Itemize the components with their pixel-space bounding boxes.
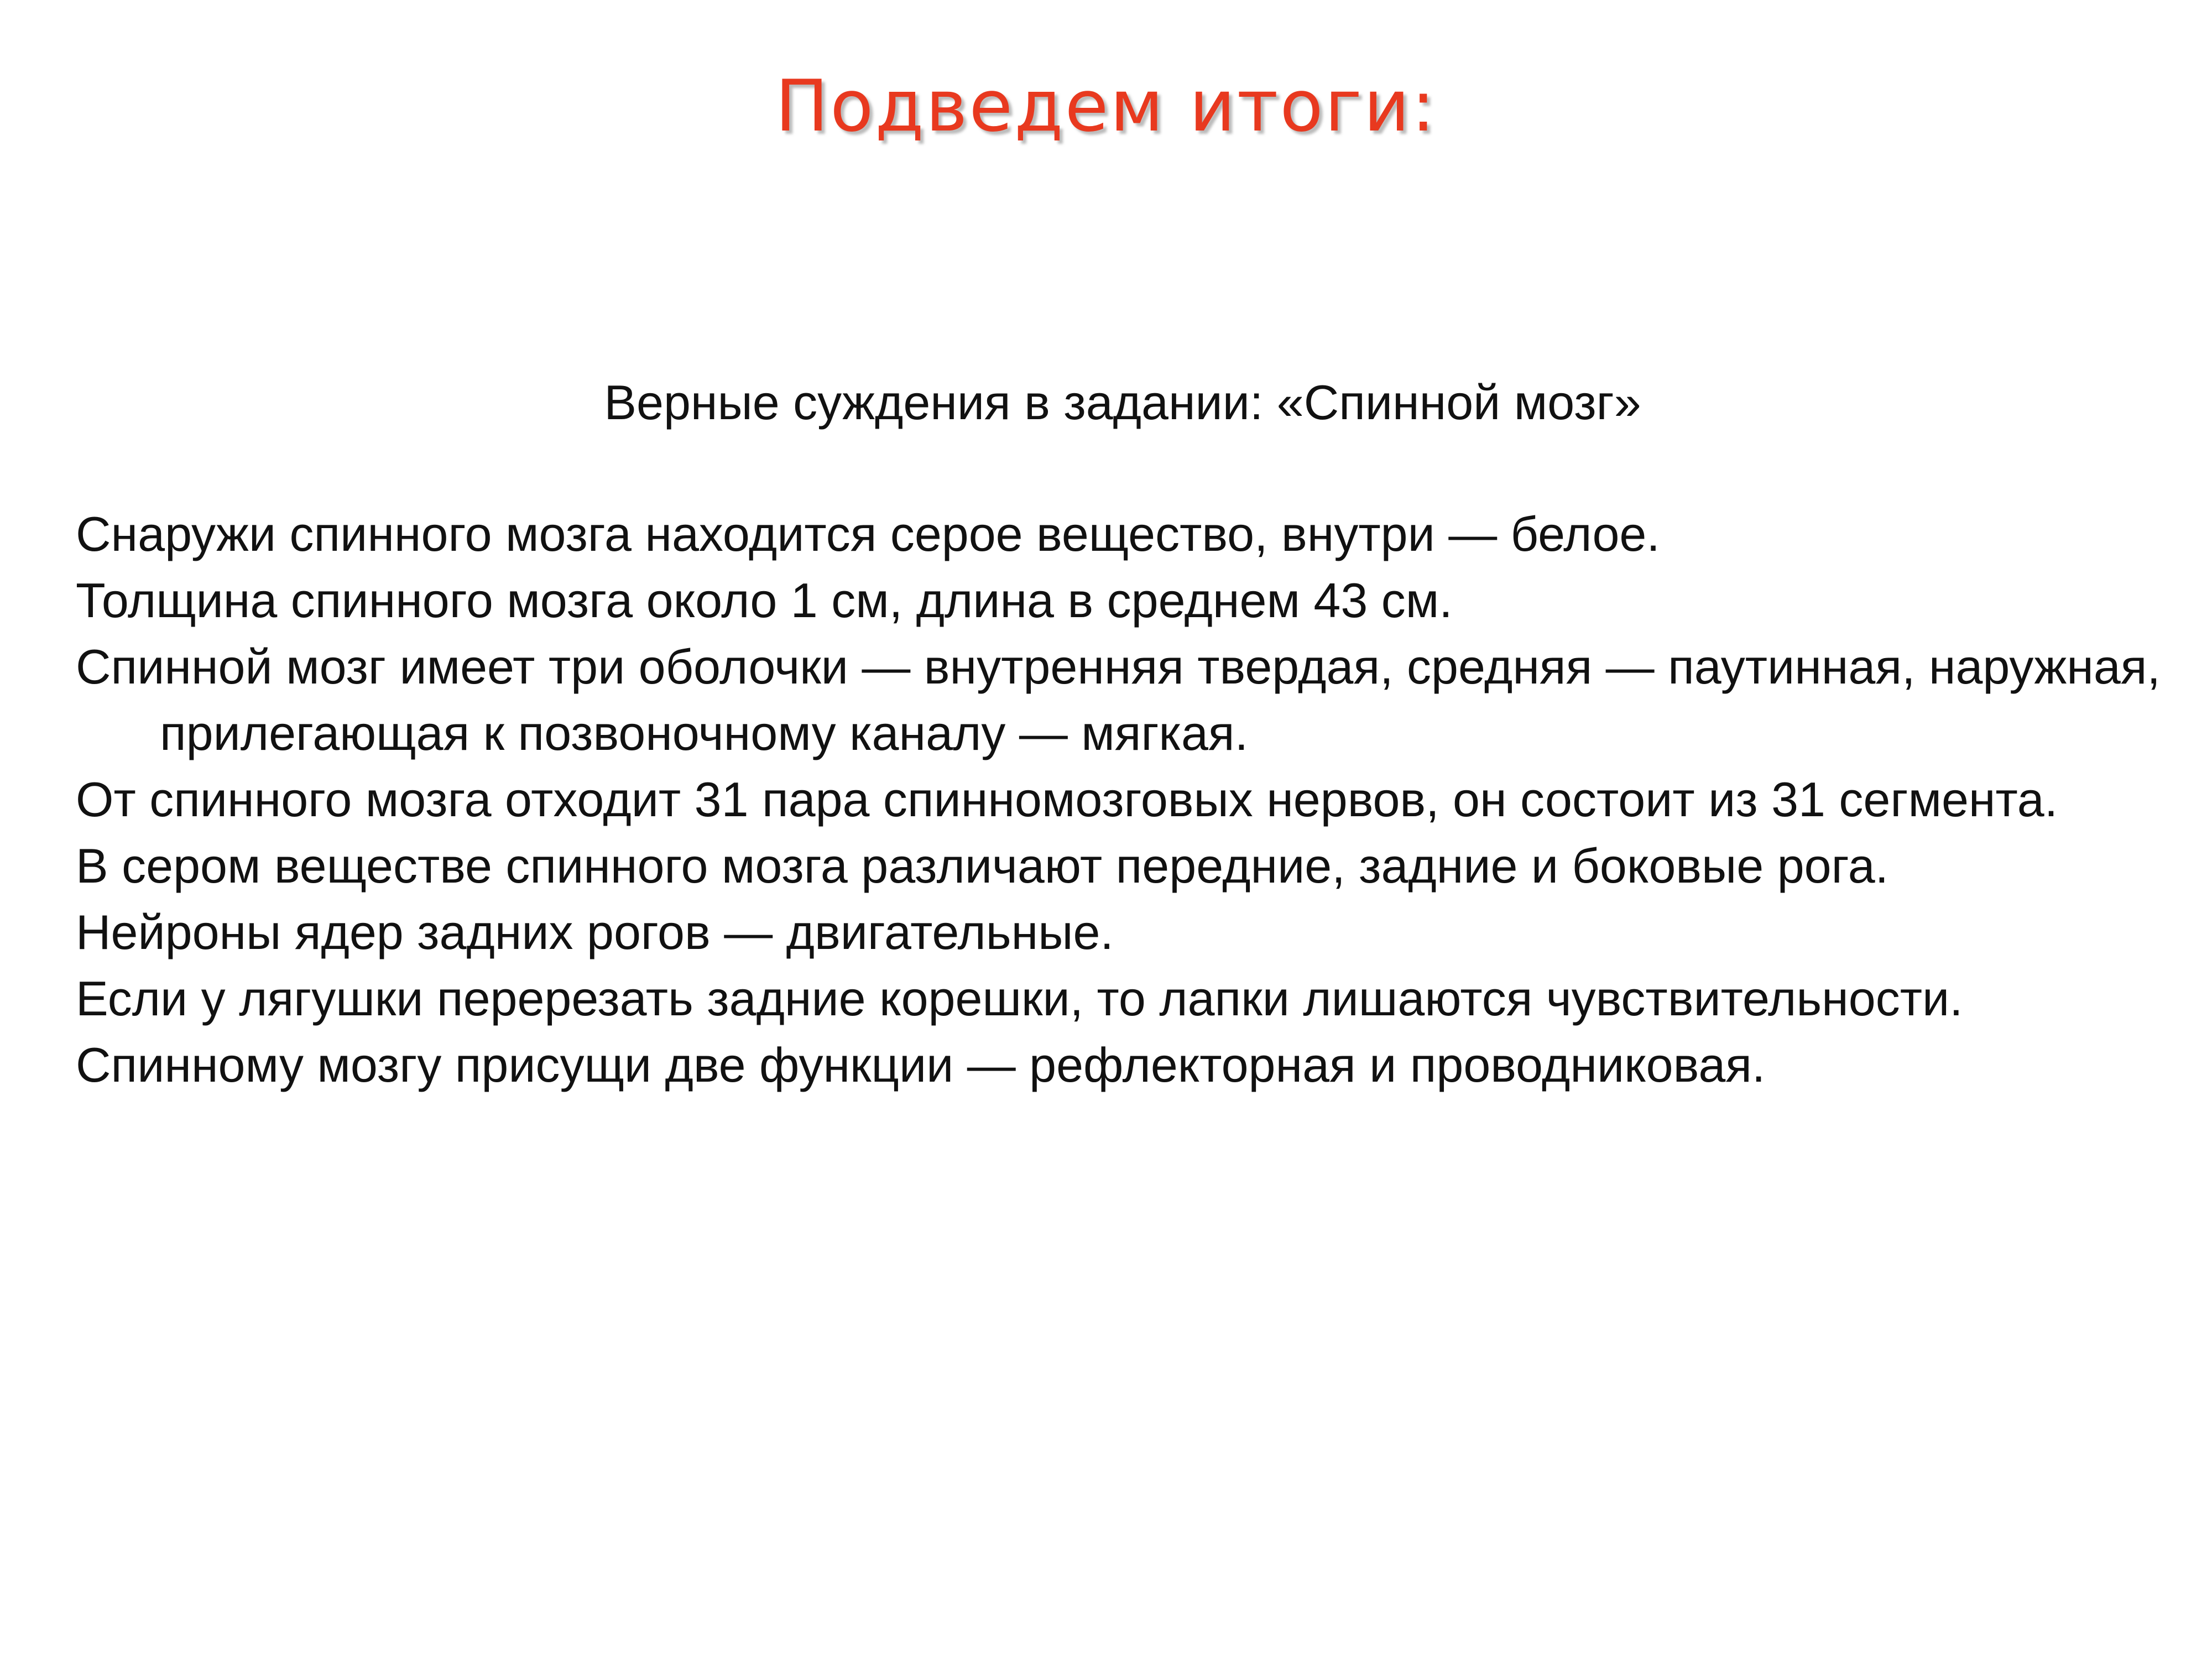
statement-item: В сером веществе спинного мозга различают передние, задние и боковые рога. [76,838,1889,893]
statement-item: Нейроны ядер задних рогов — двигательные. [76,905,1114,959]
statement-item: От спинного мозга отходит 31 пара спинномозговых нервов, он состоит из 31 сегмента. [76,772,2058,827]
slide-title: Подведем итоги: [775,65,1437,148]
statement-item: Толщина спинного мозга около 1 см, длина в среднем 43 см. [76,573,1453,628]
statement-item: Если у лягушки перерезать задние корешки, то лапки лишаются чувствительности. [76,971,1963,1026]
statement-item: Спинной мозг имеет три оболочки — внутренняя твердая, средняя — паутинная, наружная, прилегающая к позвоночному каналу — мягкая. [76,639,2161,760]
statement-item: Спинному мозгу присущи две функции — рефлекторная и проводниковая. [76,1037,1766,1092]
slide-subtitle: Верные суждения в задании: «Спинной мозг» [604,375,1641,430]
statement-list [76,501,2199,1098]
statement-item: Снаружи спинного мозга находится серое вещество, внутри — белое. [76,507,1660,561]
